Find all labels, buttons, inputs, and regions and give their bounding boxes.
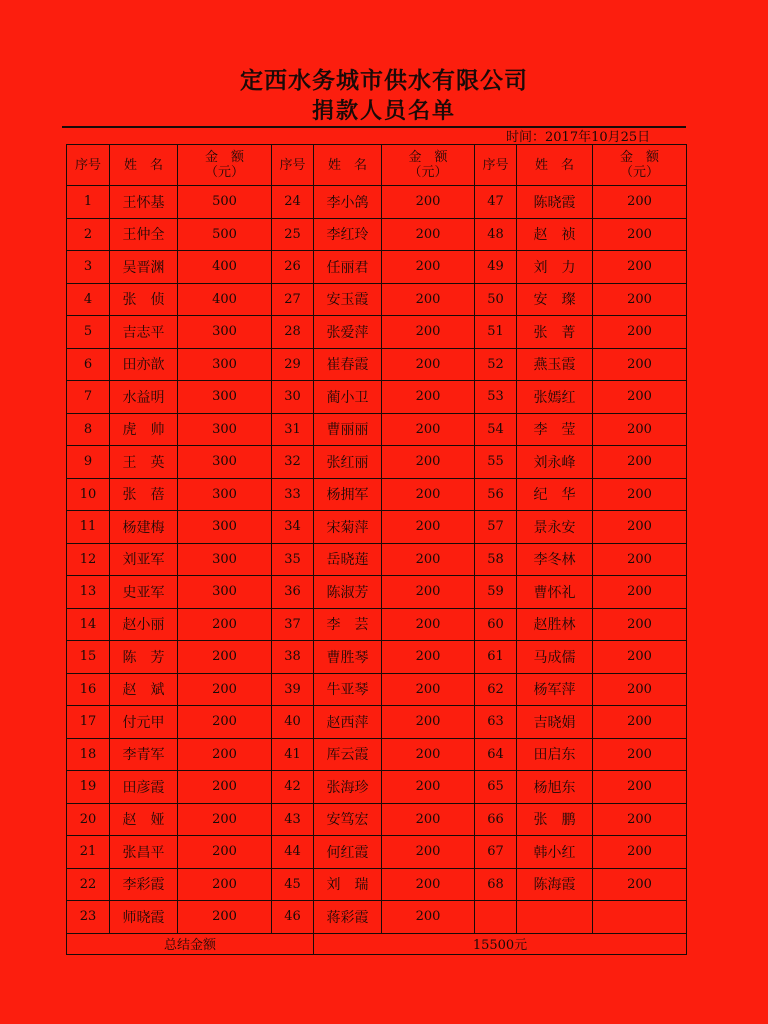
header-amount: 金 额 （元） [178,145,272,186]
donor-seq: 42 [272,771,314,804]
table-row [67,381,687,414]
total-value: 15500元 [314,933,687,954]
donor-seq: 45 [272,868,314,901]
donor-seq: 2 [67,218,110,251]
donor-name: 张 蓓 [110,478,178,511]
donor-amount: 200 [593,348,687,381]
donor-name: 王 英 [110,446,178,479]
donor-seq: 62 [475,673,517,706]
donor-amount: 200 [593,706,687,739]
donor-name: 景永安 [517,511,593,544]
donor-seq: 10 [67,478,110,511]
donor-amount: 200 [382,348,475,381]
donor-amount: 200 [593,576,687,609]
donor-name: 韩小红 [517,836,593,869]
donor-amount: 300 [178,316,272,349]
donor-amount: 200 [593,641,687,674]
donor-name: 赵 娅 [110,803,178,836]
donor-seq: 12 [67,543,110,576]
donor-amount: 200 [382,803,475,836]
donor-name: 安笃宏 [314,803,382,836]
donor-amount: 200 [382,251,475,284]
donor-seq: 35 [272,543,314,576]
donor-amount: 200 [382,218,475,251]
donor-seq: 19 [67,771,110,804]
donor-seq: 37 [272,608,314,641]
donor-name: 陈 芳 [110,641,178,674]
donor-name: 曹怀礼 [517,576,593,609]
donor-name: 刘 瑞 [314,868,382,901]
table-row [67,251,687,284]
donor-name: 岳晓莲 [314,543,382,576]
donor-seq: 55 [475,446,517,479]
table-row [67,446,687,479]
donor-seq: 32 [272,446,314,479]
donor-seq: 68 [475,868,517,901]
donor-seq: 8 [67,413,110,446]
donor-seq: 51 [475,316,517,349]
donor-seq [475,901,517,934]
donor-seq: 50 [475,283,517,316]
donor-seq: 22 [67,868,110,901]
donor-name: 张海珍 [314,771,382,804]
document-date: 时间：2017年10月25日 [506,130,651,145]
donor-name: 蔺小卫 [314,381,382,414]
donor-seq: 38 [272,641,314,674]
donor-seq: 44 [272,836,314,869]
donor-seq: 66 [475,803,517,836]
donor-seq: 15 [67,641,110,674]
donor-amount: 300 [178,446,272,479]
donor-amount: 200 [178,868,272,901]
donor-name: 吉晓娟 [517,706,593,739]
donor-seq: 58 [475,543,517,576]
donor-name: 李红玲 [314,218,382,251]
donor-name: 吉志平 [110,316,178,349]
donor-name: 刘 力 [517,251,593,284]
donor-name: 李彩霞 [110,868,178,901]
donor-name: 杨建梅 [110,511,178,544]
donor-amount: 200 [382,381,475,414]
donor-amount: 300 [178,478,272,511]
donor-seq: 7 [67,381,110,414]
donor-name: 杨旭东 [517,771,593,804]
donor-seq: 34 [272,511,314,544]
donor-name: 赵胜林 [517,608,593,641]
donor-amount: 200 [593,478,687,511]
donor-seq: 61 [475,641,517,674]
donor-seq: 24 [272,186,314,219]
table-row [67,901,687,934]
donor-name: 王怀基 [110,186,178,219]
donor-seq: 21 [67,836,110,869]
donor-name: 师晓霞 [110,901,178,934]
donor-name: 水益明 [110,381,178,414]
header-amount: 金 额 （元） [382,145,475,186]
donor-seq: 48 [475,218,517,251]
donor-name: 李 莹 [517,413,593,446]
donor-amount: 200 [593,836,687,869]
donor-seq: 13 [67,576,110,609]
donor-seq: 17 [67,706,110,739]
donor-name: 纪 华 [517,478,593,511]
table-row [67,706,687,739]
donor-seq: 26 [272,251,314,284]
donor-amount: 200 [382,771,475,804]
donor-amount: 200 [593,283,687,316]
donor-amount: 200 [178,641,272,674]
donor-amount: 200 [382,478,475,511]
donor-name: 曹丽丽 [314,413,382,446]
donor-seq: 54 [475,413,517,446]
donor-amount: 300 [178,413,272,446]
donor-amount: 200 [382,543,475,576]
table-row [67,316,687,349]
donor-amount: 200 [178,836,272,869]
donor-name: 陈海霞 [517,868,593,901]
donor-seq: 63 [475,706,517,739]
header-seq: 序号 [67,145,110,186]
donor-name: 李青军 [110,738,178,771]
donor-name: 赵西萍 [314,706,382,739]
donor-amount: 200 [382,901,475,934]
donor-seq: 53 [475,381,517,414]
donor-amount: 500 [178,218,272,251]
donor-name: 李小鸽 [314,186,382,219]
donor-seq: 23 [67,901,110,934]
donor-name: 张 鹏 [517,803,593,836]
donor-amount: 200 [593,381,687,414]
header-amount: 金 额 （元） [593,145,687,186]
donor-seq: 18 [67,738,110,771]
donor-amount: 200 [593,803,687,836]
table-row [67,836,687,869]
donor-amount: 200 [178,608,272,641]
donor-seq: 64 [475,738,517,771]
donor-name: 张昌平 [110,836,178,869]
table-row [67,543,687,576]
donor-amount [593,901,687,934]
donor-amount: 200 [178,771,272,804]
donor-seq: 60 [475,608,517,641]
donor-amount: 200 [178,803,272,836]
donor-seq: 25 [272,218,314,251]
donor-name: 赵 祯 [517,218,593,251]
donor-amount: 200 [382,576,475,609]
header-seq: 序号 [475,145,517,186]
donor-seq: 43 [272,803,314,836]
donor-name: 杨军萍 [517,673,593,706]
total-label: 总结金额 [67,933,314,954]
donor-name: 张 菁 [517,316,593,349]
donor-seq: 14 [67,608,110,641]
donor-amount: 200 [382,836,475,869]
donor-amount: 400 [178,251,272,284]
donor-amount: 200 [382,186,475,219]
header-name: 姓 名 [517,145,593,186]
donor-seq: 3 [67,251,110,284]
donor-seq: 59 [475,576,517,609]
donor-amount: 200 [178,706,272,739]
donor-amount: 200 [593,446,687,479]
donor-name: 陈晓霞 [517,186,593,219]
donor-amount: 200 [382,511,475,544]
table-row [67,511,687,544]
donor-amount: 200 [382,316,475,349]
donor-seq: 36 [272,576,314,609]
table-row [67,218,687,251]
donor-seq: 5 [67,316,110,349]
donor-name: 田亦歆 [110,348,178,381]
donor-name: 蒋彩霞 [314,901,382,934]
donor-name: 张爱萍 [314,316,382,349]
donor-amount: 400 [178,283,272,316]
donor-name: 田彦霞 [110,771,178,804]
donor-name: 杨拥军 [314,478,382,511]
donor-seq: 6 [67,348,110,381]
table-row [67,348,687,381]
table-row [67,641,687,674]
donor-name: 陈淑芳 [314,576,382,609]
donor-seq: 30 [272,381,314,414]
donor-seq: 28 [272,316,314,349]
donor-name: 赵 斌 [110,673,178,706]
donor-amount: 500 [178,186,272,219]
donor-amount: 200 [382,413,475,446]
donor-amount: 200 [178,901,272,934]
donor-amount: 200 [593,608,687,641]
donor-amount: 200 [593,218,687,251]
donor-seq: 20 [67,803,110,836]
total-row [67,933,687,954]
donor-seq: 41 [272,738,314,771]
donor-name: 安 璨 [517,283,593,316]
donor-name: 王仲全 [110,218,178,251]
table-row [67,608,687,641]
table-row [67,283,687,316]
donor-seq: 65 [475,771,517,804]
donor-name: 燕玉霞 [517,348,593,381]
donor-amount: 200 [593,511,687,544]
donor-seq: 16 [67,673,110,706]
donor-seq: 31 [272,413,314,446]
donor-amount: 200 [382,673,475,706]
header-name: 姓 名 [110,145,178,186]
donor-amount: 300 [178,381,272,414]
table-row [67,413,687,446]
donor-name: 虎 帅 [110,413,178,446]
donor-amount: 200 [593,186,687,219]
donor-name: 宋菊萍 [314,511,382,544]
donor-seq: 33 [272,478,314,511]
donor-name: 史亚军 [110,576,178,609]
donor-table [66,144,687,955]
donor-amount: 300 [178,511,272,544]
donor-name [517,901,593,934]
header-name: 姓 名 [314,145,382,186]
donor-seq: 46 [272,901,314,934]
donor-seq: 40 [272,706,314,739]
donor-seq: 57 [475,511,517,544]
donor-name: 任丽君 [314,251,382,284]
donor-name: 吴晋渊 [110,251,178,284]
donor-name: 厍云霞 [314,738,382,771]
donor-name: 马成儒 [517,641,593,674]
table-row [67,186,687,219]
company-title: 定西水务城市供水有限公司 [240,68,528,94]
donor-amount: 200 [382,868,475,901]
donor-seq: 67 [475,836,517,869]
donor-name: 张红丽 [314,446,382,479]
donor-amount: 200 [593,673,687,706]
donor-seq: 4 [67,283,110,316]
donor-amount: 200 [382,738,475,771]
table-header-row [67,145,687,186]
donor-name: 何红霞 [314,836,382,869]
donor-seq: 27 [272,283,314,316]
donor-amount: 200 [178,738,272,771]
donor-name: 安玉霞 [314,283,382,316]
donor-amount: 200 [382,608,475,641]
donor-amount: 200 [593,868,687,901]
donor-amount: 200 [382,641,475,674]
donor-amount: 300 [178,576,272,609]
donor-amount: 200 [593,543,687,576]
donor-name: 李冬林 [517,543,593,576]
donor-seq: 9 [67,446,110,479]
donor-seq: 52 [475,348,517,381]
donor-seq: 11 [67,511,110,544]
donor-seq: 39 [272,673,314,706]
donor-amount: 200 [593,413,687,446]
donor-name: 张嫣红 [517,381,593,414]
header-seq: 序号 [272,145,314,186]
donor-amount: 300 [178,543,272,576]
table-row [67,673,687,706]
table-row [67,803,687,836]
donor-seq: 29 [272,348,314,381]
donor-seq: 47 [475,186,517,219]
donor-amount: 200 [382,283,475,316]
donor-amount: 200 [382,446,475,479]
donor-amount: 200 [382,706,475,739]
donor-name: 崔春霞 [314,348,382,381]
donor-seq: 49 [475,251,517,284]
donor-amount: 200 [593,738,687,771]
table-row [67,576,687,609]
donor-name: 付元甲 [110,706,178,739]
donor-amount: 200 [593,316,687,349]
table-row [67,868,687,901]
document-title: 捐款人员名单 [311,99,456,124]
donor-name: 李 芸 [314,608,382,641]
donor-name: 刘永峰 [517,446,593,479]
donor-amount: 200 [178,673,272,706]
table-row [67,478,687,511]
donor-seq: 56 [475,478,517,511]
donor-amount: 200 [593,771,687,804]
donor-amount: 200 [593,251,687,284]
donor-name: 曹胜琴 [314,641,382,674]
donor-name: 赵小丽 [110,608,178,641]
donor-name: 田启东 [517,738,593,771]
table-row [67,771,687,804]
donor-name: 牛亚琴 [314,673,382,706]
donor-amount: 300 [178,348,272,381]
table-row [67,738,687,771]
donor-seq: 1 [67,186,110,219]
donor-name: 刘亚军 [110,543,178,576]
donor-name: 张 侦 [110,283,178,316]
